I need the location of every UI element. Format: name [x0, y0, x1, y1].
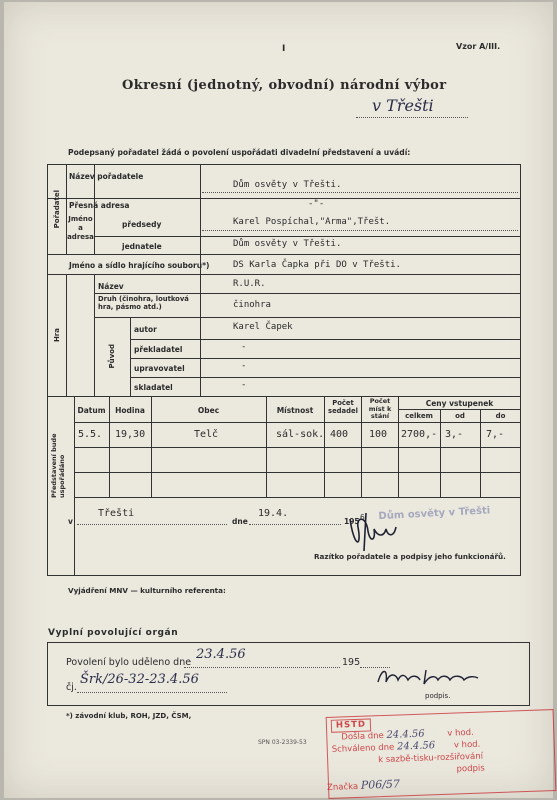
col-prices-header: Ceny vstupenek	[425, 399, 494, 408]
form-paper	[4, 2, 553, 798]
author-label: autor	[134, 325, 157, 334]
secretary-label: jednatele	[122, 242, 162, 251]
hstd-received-suffix: v hod.	[447, 727, 474, 739]
play-kind-value: činohra	[233, 300, 271, 310]
section-label-performance: Představení bude uspořádáno	[50, 433, 66, 498]
perf-total: 2700,-	[401, 429, 438, 440]
page-number: I	[282, 44, 286, 54]
stamp-caption: Razítko pořadatele a podpisy jeho funkcionářů.	[314, 552, 506, 561]
hstd-stamp	[326, 709, 557, 799]
ensemble-label: Jméno a sídlo hrajícího souboru*)	[69, 261, 210, 270]
signing-date: 19.4.	[258, 508, 289, 519]
organizer-stamp-text: Dům osvěty v Třešti	[378, 505, 491, 523]
adapter-value: -	[241, 361, 247, 371]
col-date-header: Datum	[77, 406, 106, 415]
place-prefix: v	[68, 517, 73, 526]
perf-hour: 19,30	[115, 429, 146, 440]
chair-value: Karel Pospíchal,"Arma",Třešt.	[233, 217, 391, 227]
perf-price-to: 7,-	[486, 429, 505, 440]
perf-date: 5.5.	[78, 429, 103, 440]
col-total-header: celkem	[405, 412, 433, 420]
perf-price-from: 3,-	[445, 429, 464, 440]
secretary-value: Dům osvěty v Třešti.	[233, 239, 342, 249]
col-town-header: Obec	[197, 406, 220, 415]
chair-label: předsedy	[122, 220, 162, 229]
granted-label: Povolení bylo uděleno dne	[66, 657, 192, 668]
play-kind-label: Druh (činohra, loutková hra, pásmo atd.)	[98, 295, 189, 311]
hstd-received-value: 24.4.56	[386, 728, 425, 741]
hstd-mark-label: Značka	[326, 781, 359, 793]
sign-label: podpis.	[425, 692, 451, 700]
author-value: Karel Čapek	[233, 322, 293, 332]
perf-venue: sál-sok.	[276, 429, 325, 440]
name-address-label: Jméno a adresa	[67, 215, 94, 241]
hstd-signature-label: podpis	[456, 763, 485, 775]
mnv-label: Vyjádření MNV — kulturního referenta:	[68, 586, 226, 595]
section-label-poradatel: Pořadatel	[53, 189, 61, 229]
ref-value: Šrk/26-32-23.4.56	[80, 672, 199, 687]
col-seats-header: Počet sedadel	[328, 399, 358, 415]
approval-heading: Vyplní povolující orgán	[48, 628, 179, 638]
form-code: Vzor A/III.	[456, 42, 501, 51]
hstd-mark-value: P06/57	[360, 777, 401, 792]
play-title-label: Název	[98, 282, 124, 291]
address-label: Přesná adresa	[69, 201, 130, 210]
print-code: SPN 03-2339-53	[258, 739, 307, 746]
year-prefix: 195	[344, 517, 360, 526]
col-venue-header: Místnost	[276, 406, 314, 415]
approval-year-prefix: 195	[342, 657, 361, 668]
composer-value: -	[241, 380, 247, 390]
hstd-approved-value: 24.4.56	[396, 740, 436, 753]
authority-title: Okresní (jednotný, obvodní) národní výbor	[122, 78, 447, 93]
col-standing-header: Počet míst k stání	[368, 397, 392, 420]
organizer-signature	[344, 507, 404, 555]
col-hour-header: Hodina	[115, 406, 145, 415]
address-value: -"-	[308, 199, 325, 209]
perf-seats: 400	[330, 429, 349, 440]
translator-label: překladatel	[134, 345, 183, 354]
ref-label: čj.	[66, 682, 77, 693]
adapter-label: upravovatel	[134, 364, 185, 373]
perf-standing: 100	[369, 429, 388, 440]
col-to-header: do	[495, 412, 506, 420]
hstd-print-line: k sazbě-tisku-rozšiřování	[378, 751, 484, 766]
hstd-approved-label: Schváleno dne	[331, 742, 395, 755]
authority-place: v Třešti	[372, 96, 434, 115]
hstd-title: HSTD	[331, 718, 372, 732]
footnote: *) závodní klub, ROH, JZD, ČSM,	[66, 712, 192, 720]
signing-place: Třešti	[98, 508, 135, 519]
ensemble-value: DS Karla Čapka při DO v Třešti.	[233, 260, 401, 270]
organizer-name-value: Dům osvěty v Třešti.	[233, 180, 342, 190]
hstd-approved-suffix: v hod.	[453, 739, 481, 751]
year-suffix: 6	[360, 513, 365, 522]
organizer-name-label: Název pořadatele	[69, 172, 144, 181]
composer-label: skladatel	[134, 383, 173, 392]
origin-label: Původ	[108, 344, 116, 369]
col-from-header: od	[455, 412, 465, 420]
intro-text: Podepsaný pořadatel žádá o povolení uspořádati divadelní představení a uvádí:	[68, 148, 411, 157]
perf-town: Telč	[194, 429, 219, 440]
date-prefix: dne	[232, 517, 248, 526]
translator-value: -	[241, 342, 247, 352]
granted-date: 23.4.56	[196, 647, 246, 662]
approval-signature	[374, 664, 484, 690]
play-title-value: R.U.R.	[233, 279, 266, 289]
section-label-hra: Hra	[53, 327, 61, 343]
hstd-received-label: Došla dne	[341, 730, 384, 743]
